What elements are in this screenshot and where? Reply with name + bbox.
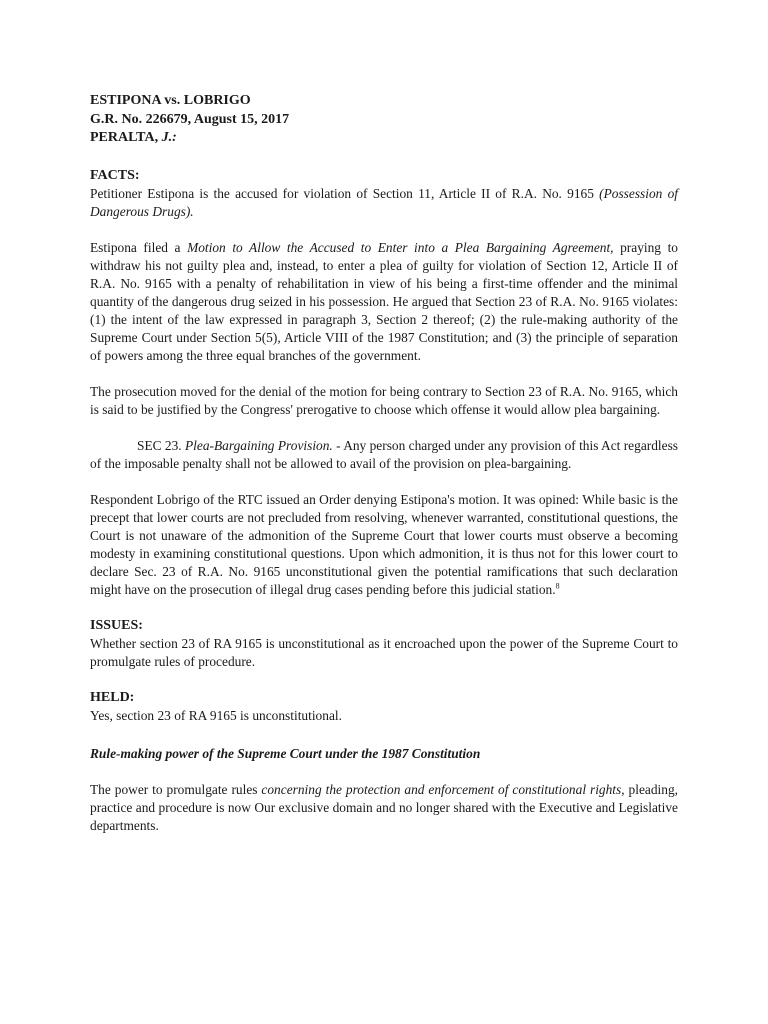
facts-p2-text-a: Estipona filed a: [90, 239, 188, 255]
case-title: ESTIPONA vs. LOBRIGO: [90, 93, 251, 108]
facts-paragraph-4: [90, 491, 678, 599]
facts-paragraph-1: [90, 185, 678, 221]
held-paragraph-2: [90, 781, 678, 835]
facts-paragraph-2: [90, 239, 678, 365]
gr-number-line: G.R. No. 226679, August 15, 2017: [90, 111, 290, 127]
issues-heading: ISSUES:: [90, 617, 143, 633]
ponente-line: [90, 129, 678, 148]
held-paragraph: Yes, section 23 of RA 9165 is unconstitutional.: [90, 707, 342, 723]
facts-p1-text: Petitioner Estipona is the accused for violation of Section 11, Article II of R.A. No. 9165: [90, 185, 600, 201]
ponente-name: PERALTA,: [90, 130, 159, 145]
held-p2-text-b: , pleading, practice and procedure is now Our exclusive domain and no longer shared with the Executive and Legislative departments.: [90, 781, 678, 833]
quote-text-a: SEC 23.: [137, 437, 185, 453]
facts-p2-italic: Motion to Allow the Accused to Enter into a Plea Bargaining Agreement,: [187, 239, 614, 255]
held-p2-italic: concerning the protection and enforcement of constitutional rights: [261, 781, 622, 797]
issues-paragraph: Whether section 23 of RA 9165 is unconstitutional as it encroached upon the power of the Supreme Court to promulgate rules of procedure.: [90, 635, 678, 669]
facts-paragraph-3: The prosecution moved for the denial of the motion for being contrary to Section 23 of R.A. No. 9165, which is said to be justified by the Congress' prerogative to choose which offense it would allow plea bargaining.: [90, 383, 678, 417]
held-p2-text-a: The power to promulgate rules: [90, 781, 262, 797]
footnote-marker: 8: [555, 581, 560, 591]
facts-p1-italic: (Possession of Dangerous Drugs).: [90, 185, 678, 219]
facts-p4-text: Respondent Lobrigo of the RTC issued an Order denying Estipona's motion. It was opined: While basic is the precept that lower courts are not precluded from resolving, whenever warranted, constitutional questions, the Court is not unaware of the admonition of the Supreme Court that lower courts must observe a becoming modesty in examining constitutional questions. Upon which admonition, it is thus not for this lower court to declare Sec. 23 of R.A. No. 9165 unconstitutional given the potential ramifications that such declaration might have on the prosecution of illegal drug cases pending before this judicial station.: [90, 491, 678, 597]
ponente-suffix: J.:: [161, 130, 177, 145]
held-heading: HELD:: [90, 689, 135, 705]
quote-italic: Plea-Bargaining Provision.: [185, 437, 333, 453]
quote-text-b: - Any person charged under any provision of this Act regardless of the imposable penalty shall not be allowed to avail of the provision on plea-bargaining.: [90, 437, 679, 471]
document-page: [90, 92, 678, 835]
facts-heading: FACTS:: [90, 167, 140, 183]
facts-p2-text-b: praying to withdraw his not guilty plea and, instead, to enter a plea of guilty for violation of Section 12, Article II of R.A. No. 9165 with a penalty of rehabilitation in view of his being a first-time offender and the minimal quantity of the dangerous drug seized in his possession. He argued that Section 23 of R.A. No. 9165 violates: (1) the intent of the law expressed in paragraph 3, Section 2 thereof; (2) the rule-making authority of the Supreme Court under Section 5(5), Article VIII of the 1987 Constitution; and (3) the principle of separation of powers among the three equal branches of the government.: [90, 239, 678, 363]
sec-23-quote: [90, 437, 678, 473]
held-subheading: Rule-making power of the Supreme Court under the 1987 Constitution: [90, 745, 481, 761]
